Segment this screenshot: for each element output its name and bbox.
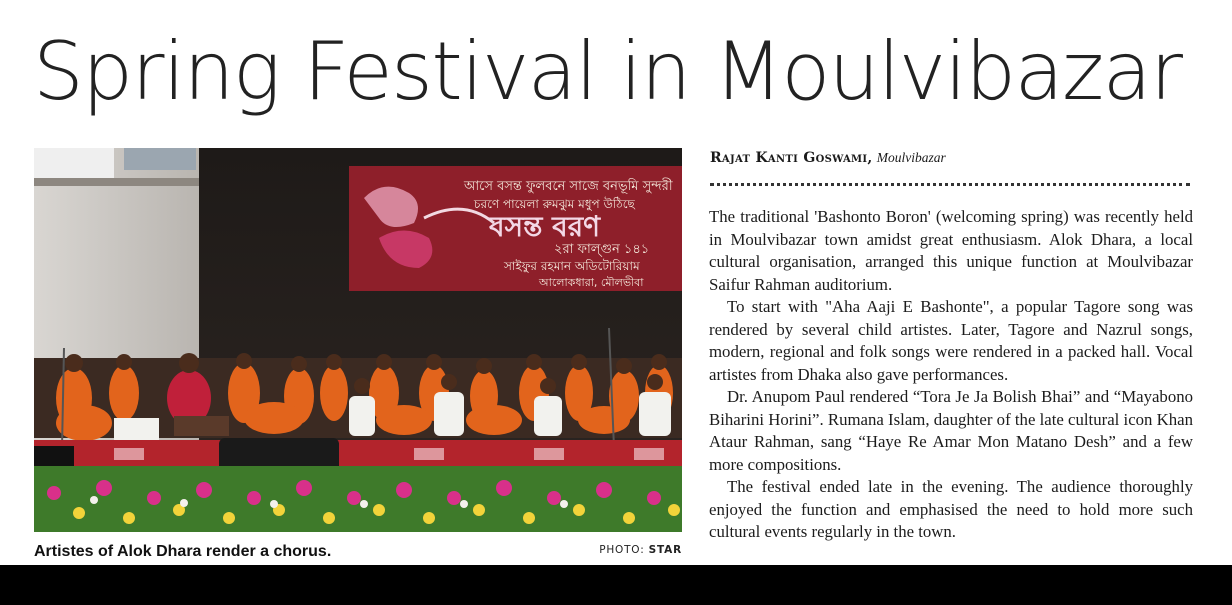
- footer-band: [0, 565, 1232, 605]
- byline-author: Rajat Kanti Goswami,: [710, 150, 873, 166]
- banner-line-6: আলোকধারা, মৌলভীবা: [539, 276, 644, 289]
- banner-line-1: আসে বসন্ত ফুলবনে সাজে বনভূমি সুন্দরী: [464, 179, 673, 194]
- photo-credit: [599, 544, 682, 556]
- article-paragraph-4: The festival ended late in the evening. The audience thoroughly enjoyed the function and emphasised the need to hold more such cultural events regularly in the town.: [709, 477, 1193, 541]
- article-photo: [34, 148, 682, 532]
- headline: Spring Festival in Moulvibazar: [33, 25, 1182, 118]
- banner-title: বসন্ত বরণ: [489, 210, 601, 243]
- banner-line-2: চরণে পায়েলা রুমঝুম মধুপ উঠিছে: [474, 197, 635, 211]
- photo-credit-prefix: PHOTO:: [599, 544, 649, 556]
- photo-caption: Artistes of Alok Dhara render a chorus.: [34, 543, 332, 560]
- banner-line-4: ২রা ফাল্গুন ১৪১: [554, 242, 650, 257]
- byline-divider: [710, 183, 1190, 186]
- banner-line-5: সাইফুর রহমান অডিটোরিয়াম: [504, 259, 640, 273]
- photo-credit-source: STAR: [648, 544, 682, 556]
- article-paragraph-2: To start with "Aha Aaji E Bashonte", a popular Tagore song was rendered by several child artistes. Later, Tagore and Nazrul songs, modern, regional and folk songs were rendered in a packed hall. Vocal artistes from Dhaka also gave performances.: [709, 297, 1193, 384]
- performance-photo-illustration: [34, 148, 682, 532]
- byline: [710, 150, 946, 166]
- article-body: [709, 206, 1193, 544]
- article-paragraph-3: Dr. Anupom Paul rendered “Tora Je Ja Bolish Bhai” and “Mayabono Biharini Horini”. Rumana Islam, daughter of the late cultural icon Khan Ataur Rahman, sang “Haye Re Amar Mon Matano Desh” and a few more compositions.: [709, 387, 1193, 474]
- article-paragraph-1: The traditional 'Bashonto Boron' (welcoming spring) was recently held in Moulvibazar town amidst great enthusiasm. Alok Dhara, a local cultural organisation, arranged this unique function at Moulvibazar Saifur Rahman auditorium.: [709, 207, 1193, 294]
- byline-location: Moulvibazar: [876, 150, 946, 165]
